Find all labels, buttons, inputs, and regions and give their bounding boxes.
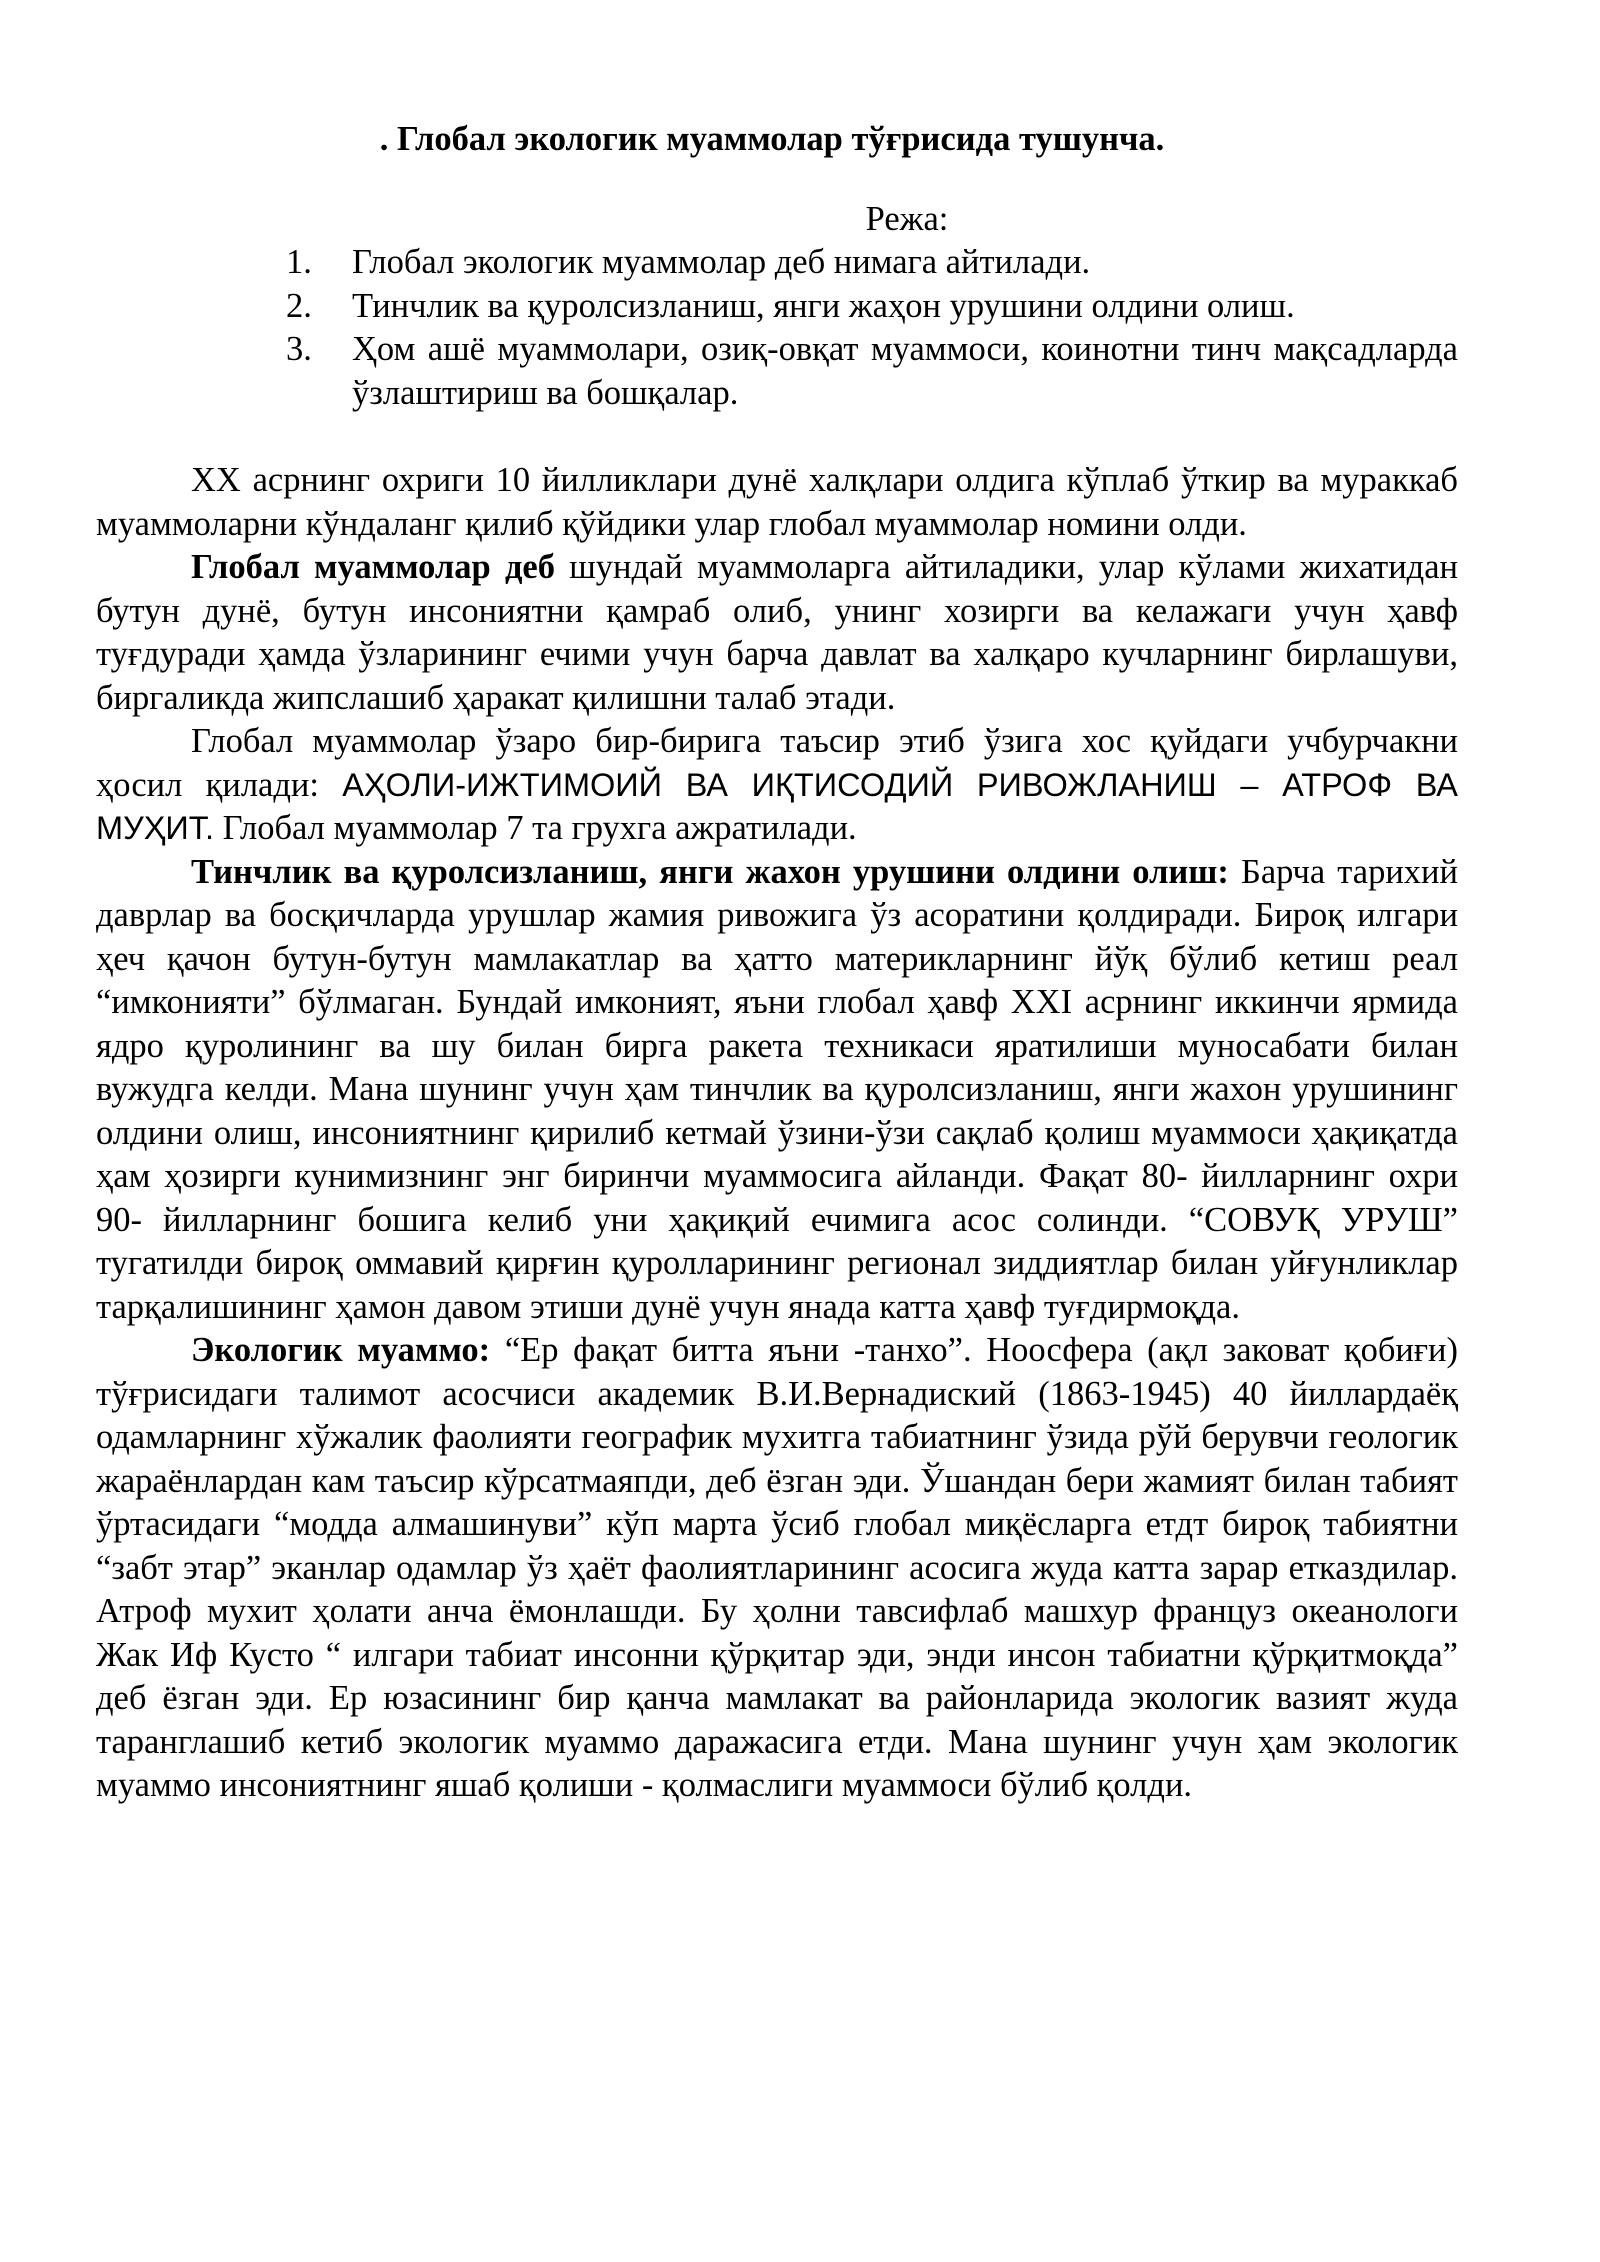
ecology-text: “Ер фақат битта яъни -танхо”. Ноосфера (ақл заковат қобиғи) тўғрисидаги талимот асосчиси академик В.И.Вернадиский (1863-1945) 40 йиллардаёқ одамларнинг хўжалик фаолияти географик мухитга табиатнинг ўзида рўй берувчи геологик жараёнлардан кам таъсир кўрсатмаяпди, деб ёзган эди. Ўшандан бери жамият билан табият ўртасидаги “модда алмашинуви” кўп марта ўсиб глобал миқёсларга етдт бироқ табиятни “забт этар” эканлар одамлар ўз ҳаёт фаолиятларининг асосига жуда катта зарар етказдилар. Атроф мухит ҳолати анча ёмонлашди. Бу ҳолни тавсифлаб машхур француз океанологи Жак Иф Кусто “ илгари табиат инсонни қўрқитар эди, энди инсон табиатни қўрқитмоқда” деб ёзган эди. Ер юзасининг бир қанча мамлакат ва районларида экологик вазият жуда таранглашиб кетиб экологик муаммо даражасига етди. Мана шунинг учун ҳам экологик муаммо инсониятнинг яшаб қолиши - қолмаслиги муаммоси бўлиб қолди. <box>96 1331 1458 1804</box>
ecology-heading: Экологик муаммо: <box>191 1331 491 1369</box>
plan-item-text: Ҳом ашё муаммолари, озиқ-овқат муаммоси, коинотни тинч мақсадларда ўзлаштириш ва бошқалар. <box>352 330 1458 412</box>
plan-item-number: 2. <box>286 286 312 325</box>
plan-item <box>286 241 1458 285</box>
plan-item-number: 1. <box>286 243 312 281</box>
paragraph-triangle <box>96 720 1458 851</box>
peace-heading: Тинчлик ва қуролсизланиш, янги жахон урушини олдини олиш: <box>191 852 1229 891</box>
plan-list <box>96 241 1458 415</box>
paragraph-definition <box>96 546 1458 720</box>
paragraph-peace <box>96 851 1458 1330</box>
document-page <box>96 118 1458 1808</box>
plan-item-text: Глобал экологик муаммолар деб нимага айтилади. <box>352 243 1091 281</box>
paragraph-intro <box>96 459 1458 546</box>
triangle-text-end: Глобал муаммолар 7 та грухга ажратилади. <box>214 809 857 847</box>
triangle-text-start: Глобал муаммолар ўзаро бир-бирига таъсир этиб ўзига хос қуйдаги учбурчакни ҳосил қилади: <box>96 722 1458 804</box>
plan-item <box>286 285 1458 329</box>
definition-text: шундай муаммоларга айтиладики, улар кўлами жихатидан бутун дунё, бутун инсониятни қамраб олиб, унинг хозирги ва келажаги учун ҳавф туғдуради ҳамда ўзларининг ечими учун барча давлат ва халқаро кучларнинг бирлашуви, биргаликда жипслашиб ҳаракат қилишни талаб этади. <box>96 548 1458 717</box>
triangle-caps: АҲОЛИ-ИЖТИМОИЙ ВА ИҚТИСОДИЙ РИВОЖЛАНИШ – АТРОФ ВА МУҲИТ. <box>96 766 1458 846</box>
plan-heading: Режа: <box>865 199 949 238</box>
peace-text: Барча тарихий даврлар ва босқичларда урушлар жамия ривожига ўз асоратини қолдиради. Бироқ илгари ҳеч қачон бутун-бутун мамлакатлар ва ҳатто материкларнинг йўқ бўлиб кетиш реал “имконияти” бўлмаган. Бундай имконият, яъни глобал ҳавф XXI асрнинг иккинчи ярмида ядро қуролининг ва шу билан бирга ракета техникаси яратилиши муносабати билан вужудга келди. Мана шунинг учун ҳам тинчлик ва қуролсизланиш, янги жахон урушининг олдини олиш, инсониятнинг қирилиб кетмай ўзини-ўзи сақлаб қолиш муаммоси ҳақиқатда ҳам ҳозирги кунимизнинг энг биринчи муаммосига айланди. Фақат 80- йилларнинг охри 90- йилларнинг бошига келиб уни ҳақиқий ечимига асос солинди. “СОВУҚ УРУШ” тугатилди бироқ оммавий қирғин қуролларининг регионал зиддиятлар билан уйғунликлар тарқалишининг ҳамон давом этиши дунё учун янада катта ҳавф туғдирмоқда. <box>96 852 1458 1326</box>
plan-item-text: Тинчлик ва қуролсизланиш, янги жаҳон урушини олдини олиш. <box>352 286 1295 325</box>
plan-item <box>286 328 1458 415</box>
document-title: . Глобал экологик муаммолар тўғрисида тушунча. <box>379 120 1165 158</box>
plan-item-number: 3. <box>286 330 312 368</box>
paragraph-intro-text: XX асрнинг охриги 10 йилликлари дунё халқлари олдига кўплаб ўткир ва мураккаб муаммоларни кўндаланг қилиб қўйдики улар глобал муаммолар номини олди. <box>96 461 1458 543</box>
section-spacer <box>96 415 1458 459</box>
paragraph-ecology <box>96 1329 1458 1808</box>
definition-term: Глобал муаммолар деб <box>191 548 555 586</box>
